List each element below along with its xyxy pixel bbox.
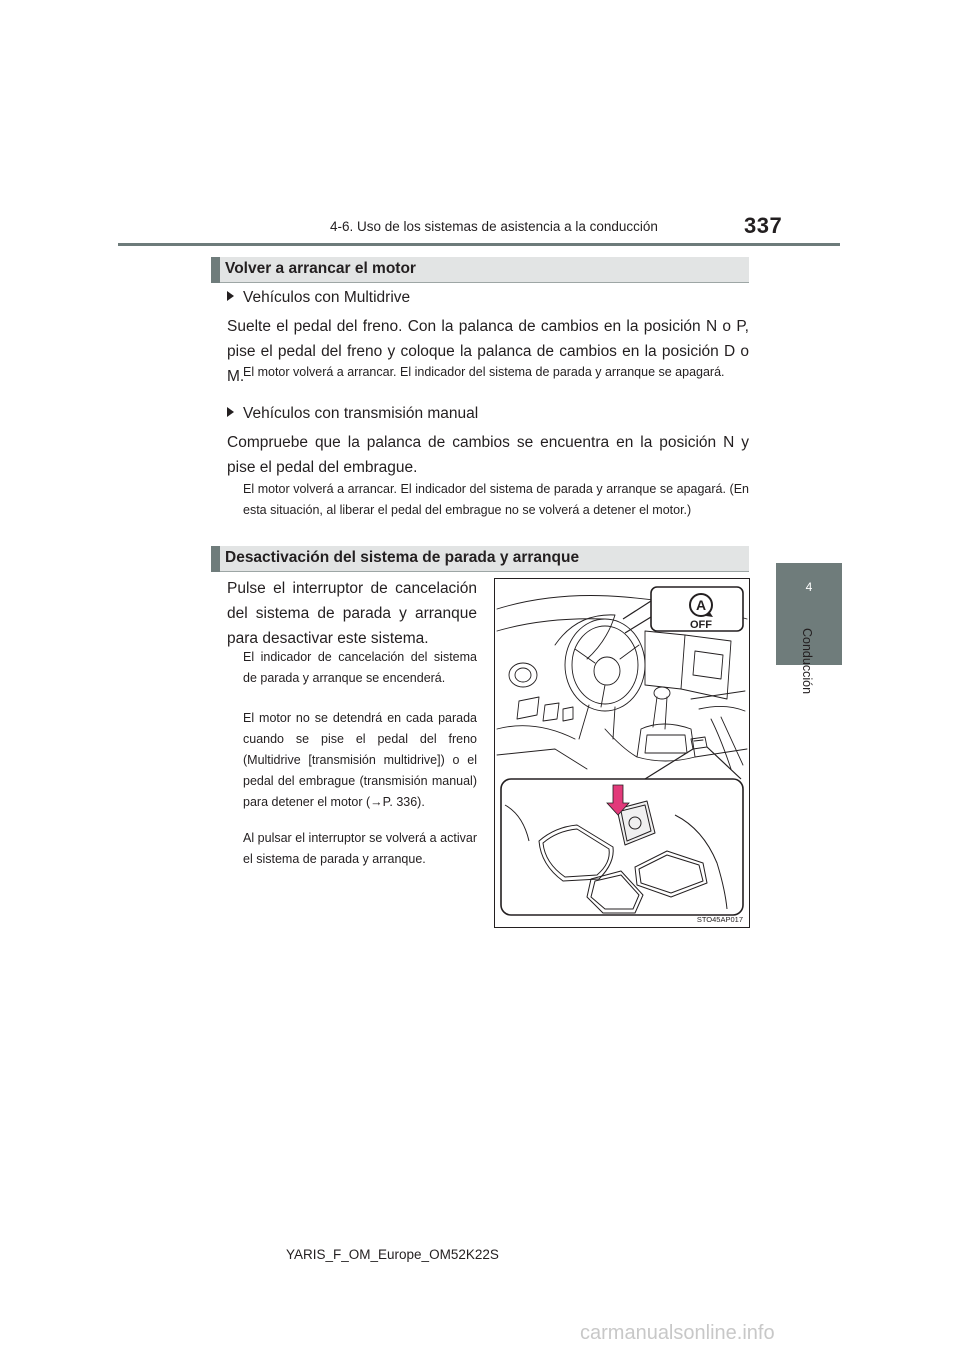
section-heading-restart xyxy=(211,257,749,283)
header-section-title: 4-6. Uso de los sistemas de asistencia a la conducción xyxy=(330,219,658,234)
section-heading-text: Volver a arrancar el motor xyxy=(225,260,416,277)
triangle-bullet-icon xyxy=(227,291,234,301)
note-switch: Al pulsar el interruptor se volverá a activar el sistema de parada y arranque. xyxy=(243,831,477,866)
watermark: carmanualsonline.info xyxy=(580,1322,775,1344)
bullet-multidrive xyxy=(227,289,410,307)
dashboard-drawing xyxy=(495,579,749,927)
section-heading-deactivation xyxy=(211,546,749,572)
page-number: 337 xyxy=(744,213,783,238)
dashboard-illustration xyxy=(494,578,750,928)
paragraph-manual: Compruebe que la palanca de cambios se encuentra en la posición N y pise el pedal del embrague. xyxy=(227,434,749,476)
badge-off-label: OFF xyxy=(690,619,712,631)
triangle-bullet-icon xyxy=(227,407,234,417)
chapter-tab-label: Conducción xyxy=(800,628,814,695)
paragraph-multidrive: Suelte el pedal del freno. Con la palanca de cambios en la posición N o P, pise el pedal del freno y coloque la palanca de cambios en la posición D o M. xyxy=(227,318,749,385)
note-manual: El motor volverá a arrancar. El indicador del sistema de parada y arranque se apagará. (En esta situación, al liberar el pedal del embrague no se volverá a detener el motor.) xyxy=(243,482,749,517)
chapter-tab-number: 4 xyxy=(805,580,813,594)
bullet-text: Vehículos con transmisión manual xyxy=(243,405,479,422)
figure-code: STO45AP017 xyxy=(696,915,743,924)
note-multidrive: El motor volverá a arrancar. El indicador del sistema de parada y arranque se apagará. xyxy=(243,365,725,379)
paragraph-deactivate: Pulse el interruptor de cancelación del sistema de parada y arranque para desactivar este sistema. xyxy=(227,580,477,647)
footer-document-code: YARIS_F_OM_Europe_OM52K22S xyxy=(286,1247,499,1262)
header-rule xyxy=(118,243,840,246)
bullet-manual xyxy=(227,405,478,423)
bullet-text: Vehículos con Multidrive xyxy=(243,289,411,306)
badge-letter: A xyxy=(695,597,707,613)
section-heading-bar xyxy=(211,546,220,572)
section-heading-bar xyxy=(211,257,220,283)
note-indicator: El indicador de cancelación del sistema de parada y arranque se encenderá. xyxy=(243,650,477,685)
note-engine: El motor no se detendrá en cada parada cuando se pise el pedal del freno (Multidrive [transmisión multidrive]) o el pedal del embrague (transmisión manual) para detener el motor (→P. 336). xyxy=(243,711,477,809)
section-heading-text: Desactivación del sistema de parada y arranque xyxy=(225,549,580,566)
